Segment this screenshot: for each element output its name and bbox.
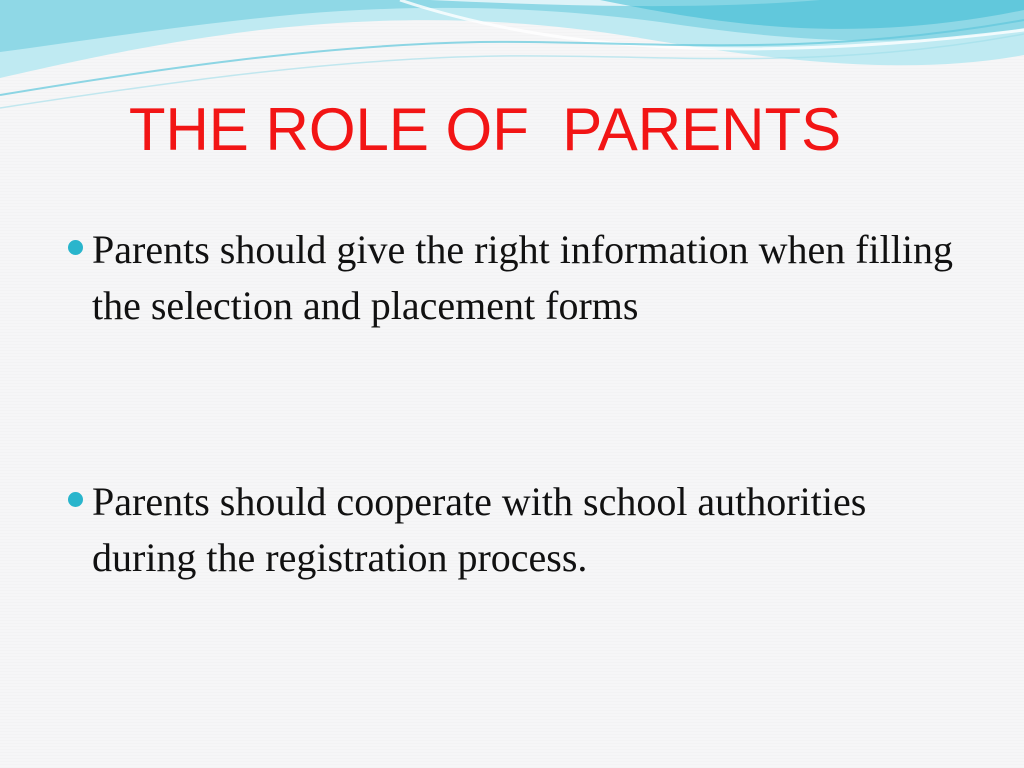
bullet-dot-icon: [68, 492, 83, 507]
bullet-item: [62, 474, 962, 586]
bullet-item: [62, 222, 962, 334]
bullet-text: Parents should cooperate with school authorities during the registration process.: [92, 479, 867, 580]
bullet-dot-icon: [68, 240, 83, 255]
bullet-list: [62, 222, 962, 586]
bullet-text: Parents should give the right information when filling the selection and placement forms: [92, 227, 953, 328]
slide-title: THE ROLE OF PARENTS: [128, 96, 842, 163]
